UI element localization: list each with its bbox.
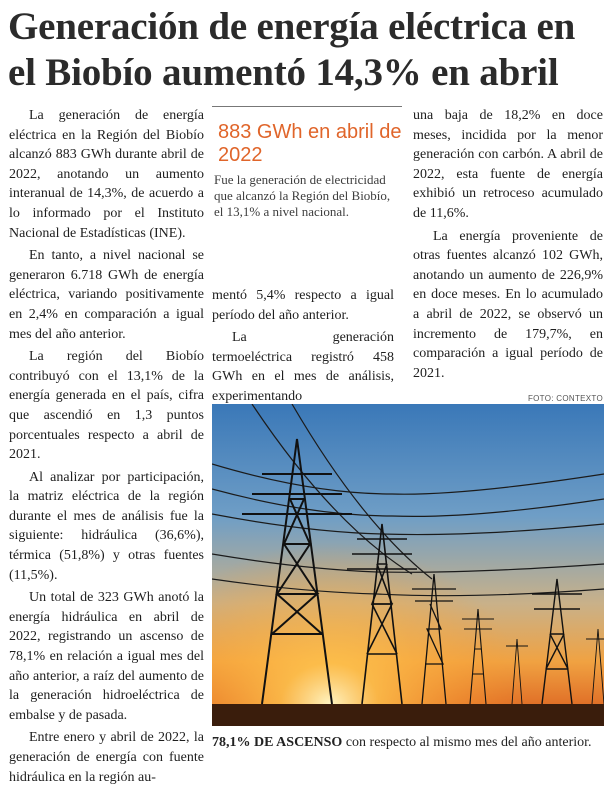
paragraph: La generación de energía eléctrica en la Región del Biobío alcanzó 883 GWh durante abril de 2022, anotando un aumento interanual de 14,3%, de acuerdo a lo informado por el Instituto Nacional de Estadísticas (INE). xyxy=(9,108,204,241)
power-lines-photo xyxy=(212,404,604,726)
photo-credit: FOTO: CONTEXTO xyxy=(527,394,603,403)
paragraph: Un total de 323 GWh anotó la energía hidráulica en abril de 2022, registrando un ascenso de 78,1% en relación a igual mes del año anterior, a raíz del aumento de la generación hidroeléctrica de embalse y de pasada. xyxy=(9,590,204,723)
paragraph: En tanto, a nivel nacional se generaron 6.718 GWh de energía eléctrica, variando positivamente en 2,4% en comparación a igual mes del año anterior. xyxy=(9,248,204,342)
article-column-3 xyxy=(413,106,603,386)
paragraph: Al analizar por participación, la matriz eléctrica de la región durante el mes de análisis fue la siguiente: hidráulica (36,6%), térmica (51,8%) y otras fuentes (11,5%). xyxy=(9,469,204,583)
paragraph: La región del Biobío contribuyó con el 13,1% de la energía generada en el país, cifra que ascendió en 1,3 puntos porcentuales respecto a abril de 2021. xyxy=(9,349,204,463)
paragraph: La energía proveniente de otras fuentes alcanzó 102 GWh, anotando un aumento de 226,9% en doce meses. En lo acumulado a abril de 2022, se observó un incremento de 179,7%, en comparación a igual período de 2021. xyxy=(413,228,603,381)
highlight-box xyxy=(212,106,402,276)
paragraph: La generación termoeléctrica registró 458 GWh en el mes de análisis, experimentando xyxy=(212,330,394,404)
headline: Generación de energía eléctrica en el Biobío aumentó 14,3% en abril xyxy=(8,5,576,94)
caption-text: con respecto al mismo mes del año anterior. xyxy=(342,735,592,750)
highlight-figure: 883 GWh en abril de 2022 xyxy=(218,121,402,166)
paragraph: Entre enero y abril de 2022, la generación de energía con fuente hidráulica en la región au- xyxy=(9,730,204,785)
article-column-2 xyxy=(212,286,394,410)
photo-caption xyxy=(212,733,604,753)
highlight-text: Fue la generación de electricidad que alcanzó la Región del Biobío, el 13,1% a nivel nacional. xyxy=(214,172,391,219)
paragraph: una baja de 18,2% en doce meses, incidida por la menor generación con carbón. A abril de 2022, esta fuente de energía exhibió un retroceso acumulado de 11,6%. xyxy=(413,108,603,221)
paragraph: mentó 5,4% respecto a igual período del año anterior. xyxy=(212,288,394,323)
article-column-1 xyxy=(9,106,204,790)
power-towers-illustration xyxy=(212,404,604,726)
caption-bold: 78,1% DE ASCENSO xyxy=(212,735,343,750)
